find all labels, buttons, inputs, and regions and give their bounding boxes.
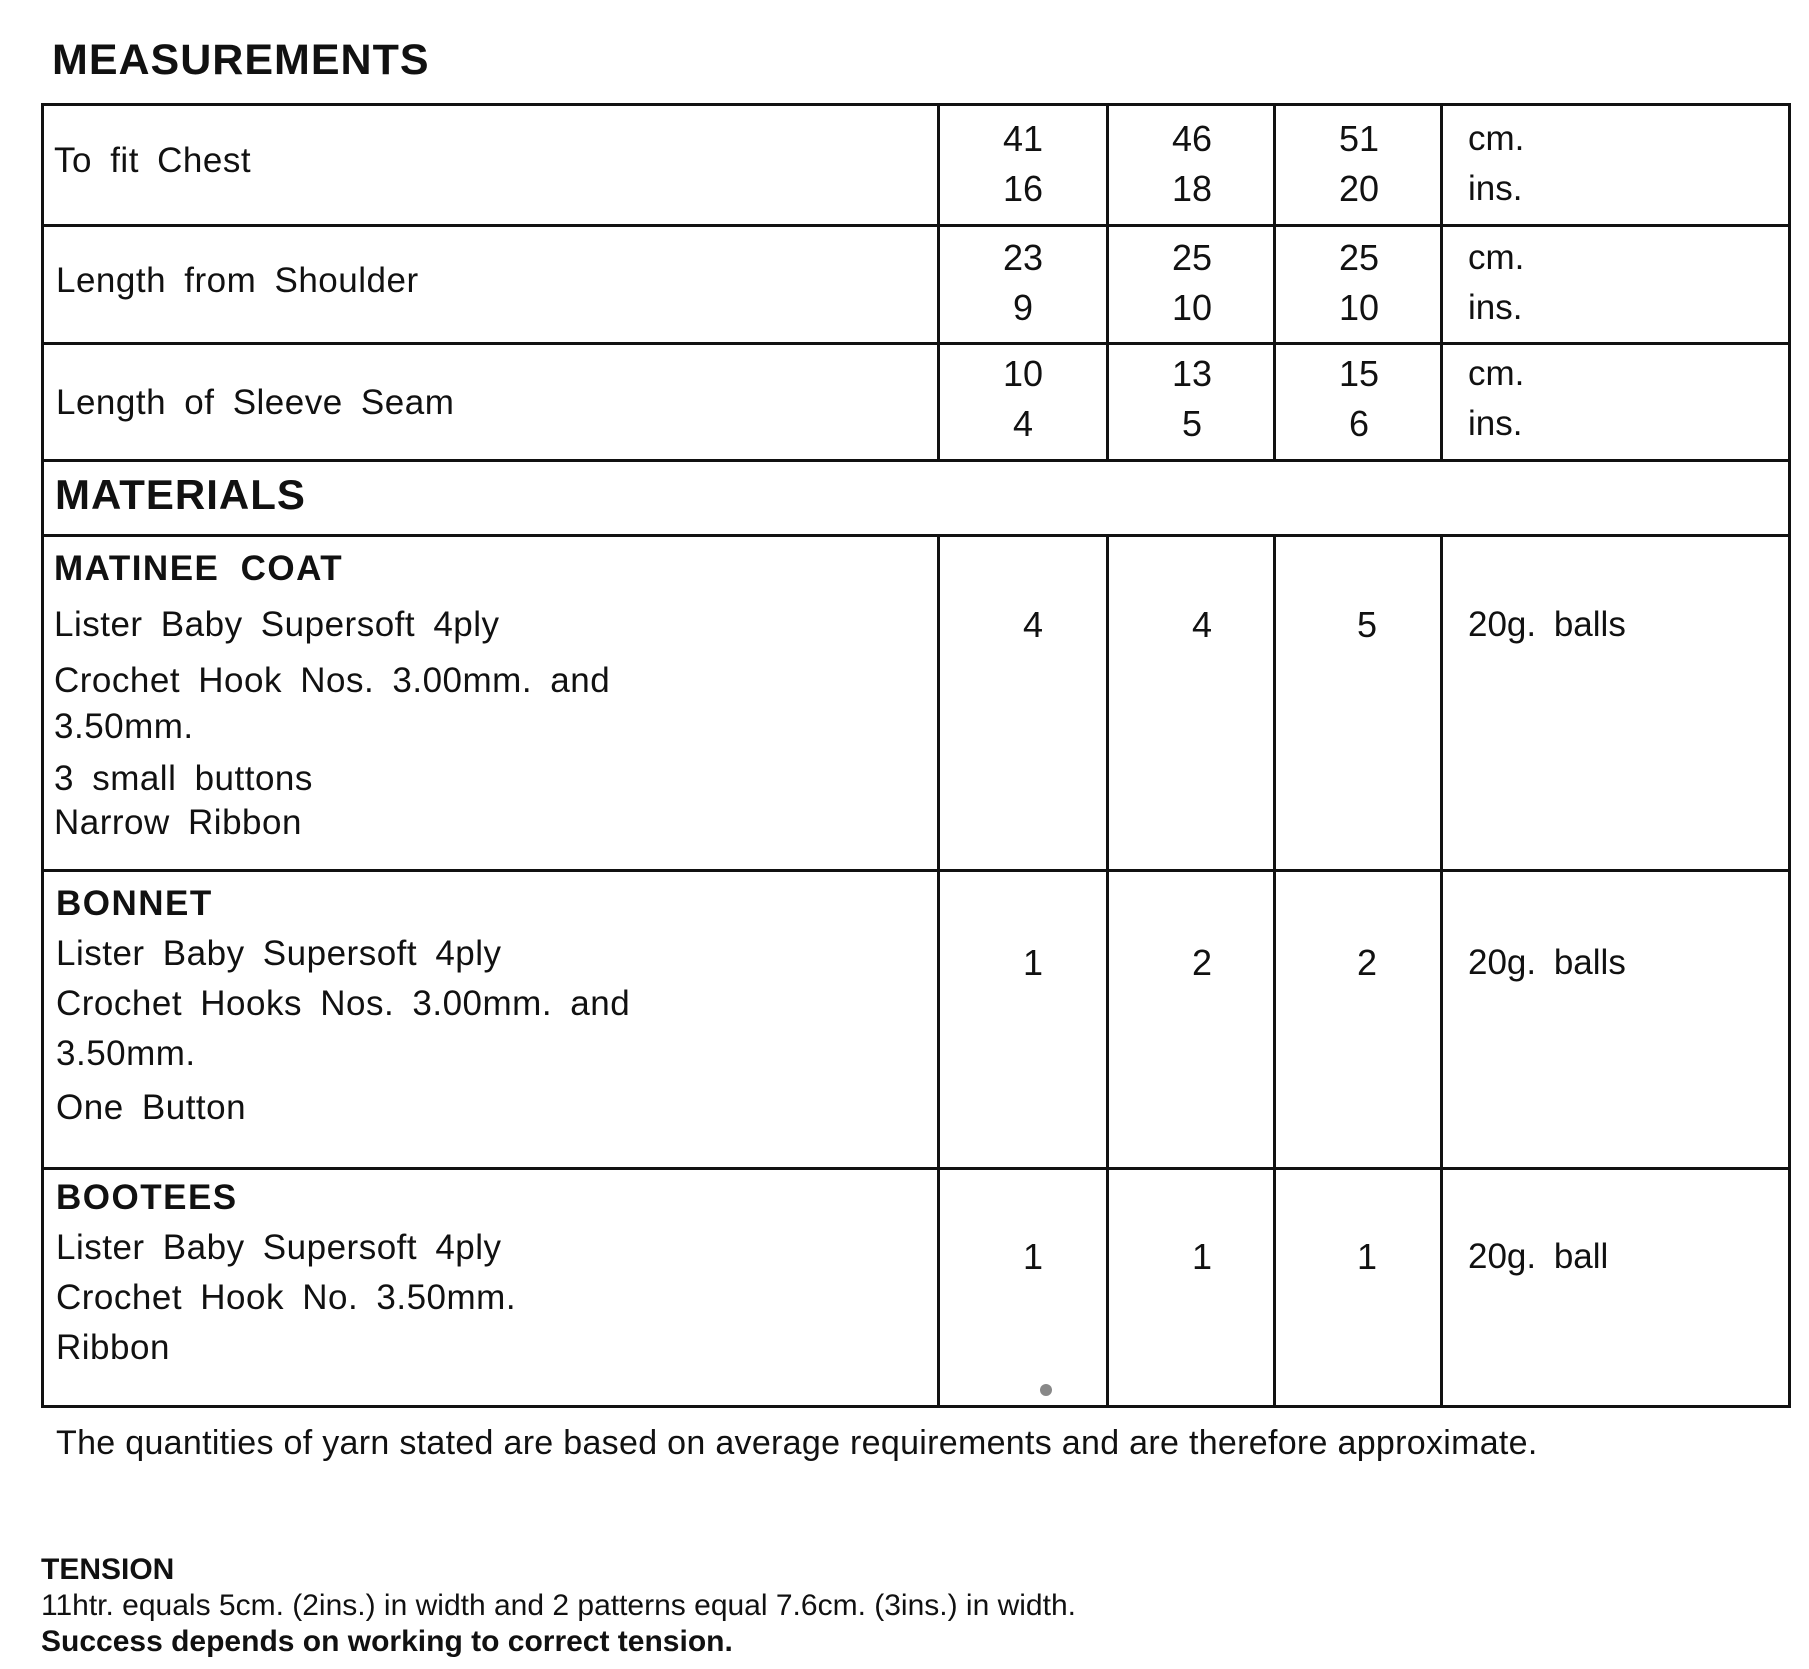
- measurement-label: To fit Chest: [54, 141, 252, 180]
- material-title: BOOTEES: [56, 1178, 238, 1217]
- quantity-value: 1: [1022, 942, 1044, 983]
- size-value: 18: [1171, 168, 1213, 209]
- quantity-value: 4: [1022, 604, 1044, 645]
- size-value: 4: [1012, 403, 1034, 444]
- row-divider: [44, 342, 1788, 345]
- quantity-value: 2: [1356, 942, 1378, 983]
- size-value: 51: [1338, 118, 1380, 159]
- material-line: One Button: [56, 1088, 247, 1127]
- material-line: 3 small buttons: [54, 759, 313, 798]
- material-line: Lister Baby Supersoft 4ply: [56, 1228, 502, 1267]
- unit-label: ins.: [1468, 404, 1523, 443]
- yarn-quantity-note: The quantities of yarn stated are based on average requirements and are therefore approximate.: [56, 1424, 1538, 1462]
- unit-label: ins.: [1468, 169, 1523, 208]
- size-value: 25: [1338, 237, 1380, 278]
- size-value: 9: [1012, 287, 1034, 328]
- size-value: 23: [1002, 237, 1044, 278]
- unit-label: ins.: [1468, 288, 1523, 327]
- material-description: [54, 544, 914, 848]
- tension-note: Success depends on working to correct tension.: [41, 1625, 733, 1658]
- quantity-value: 1: [1022, 1236, 1044, 1277]
- measurement-label: Length from Shoulder: [56, 261, 419, 300]
- size-value: 10: [1338, 287, 1380, 328]
- size-value: 15: [1338, 353, 1380, 394]
- size-value: 25: [1171, 237, 1213, 278]
- quantity-unit: 20g. balls: [1468, 943, 1626, 982]
- unit-label: cm.: [1468, 354, 1525, 393]
- size-value: 10: [1171, 287, 1213, 328]
- quantity-value: 5: [1356, 604, 1378, 645]
- size-value: 10: [1002, 353, 1044, 394]
- size-value: 46: [1171, 118, 1213, 159]
- material-line: Ribbon: [56, 1328, 170, 1367]
- size-value: 41: [1002, 118, 1044, 159]
- column-divider: [937, 534, 940, 1408]
- size-value: 16: [1002, 168, 1044, 209]
- material-description: [56, 879, 916, 1133]
- row-divider: [44, 459, 1788, 462]
- unit-label: cm.: [1468, 238, 1525, 277]
- quantity-unit: 20g. ball: [1468, 1237, 1609, 1276]
- measurements-materials-table: [41, 103, 1791, 1408]
- size-value: 6: [1348, 403, 1370, 444]
- material-title: MATINEE COAT: [54, 549, 344, 588]
- section-divider: [44, 534, 1788, 537]
- quantity-value: 1: [1356, 1236, 1378, 1277]
- quantity-value: 2: [1191, 942, 1213, 983]
- size-value: 20: [1338, 168, 1380, 209]
- scan-speck: [1040, 1384, 1052, 1396]
- size-value: 5: [1181, 403, 1203, 444]
- materials-title: MATERIALS: [55, 471, 306, 518]
- page-title: MEASUREMENTS: [52, 36, 430, 84]
- material-title: BONNET: [56, 884, 213, 923]
- measurement-label: Length of Sleeve Seam: [56, 383, 455, 422]
- material-line: 3.50mm.: [56, 1034, 196, 1073]
- unit-label: cm.: [1468, 119, 1525, 158]
- material-line: Crochet Hook No. 3.50mm.: [56, 1278, 517, 1317]
- row-divider: [44, 1167, 1788, 1170]
- tension-section: [41, 1552, 1076, 1660]
- material-description: [56, 1173, 916, 1373]
- tension-body: 11htr. equals 5cm. (2ins.) in width and 2 patterns equal 7.6cm. (3ins.) in width.: [41, 1589, 1076, 1622]
- size-value: 13: [1171, 353, 1213, 394]
- quantity-unit: 20g. balls: [1468, 605, 1626, 644]
- material-line: Lister Baby Supersoft 4ply: [54, 605, 500, 644]
- material-line: Crochet Hooks Nos. 3.00mm. and: [56, 984, 631, 1023]
- row-divider: [44, 869, 1788, 872]
- material-line: Crochet Hook Nos. 3.00mm. and: [54, 661, 611, 700]
- quantity-value: 1: [1191, 1236, 1213, 1277]
- material-line: 3.50mm.: [54, 707, 194, 746]
- tension-heading: TENSION: [41, 1553, 175, 1586]
- quantity-value: 4: [1191, 604, 1213, 645]
- material-line: Lister Baby Supersoft 4ply: [56, 934, 502, 973]
- material-line: Narrow Ribbon: [54, 803, 302, 842]
- row-divider: [44, 224, 1788, 227]
